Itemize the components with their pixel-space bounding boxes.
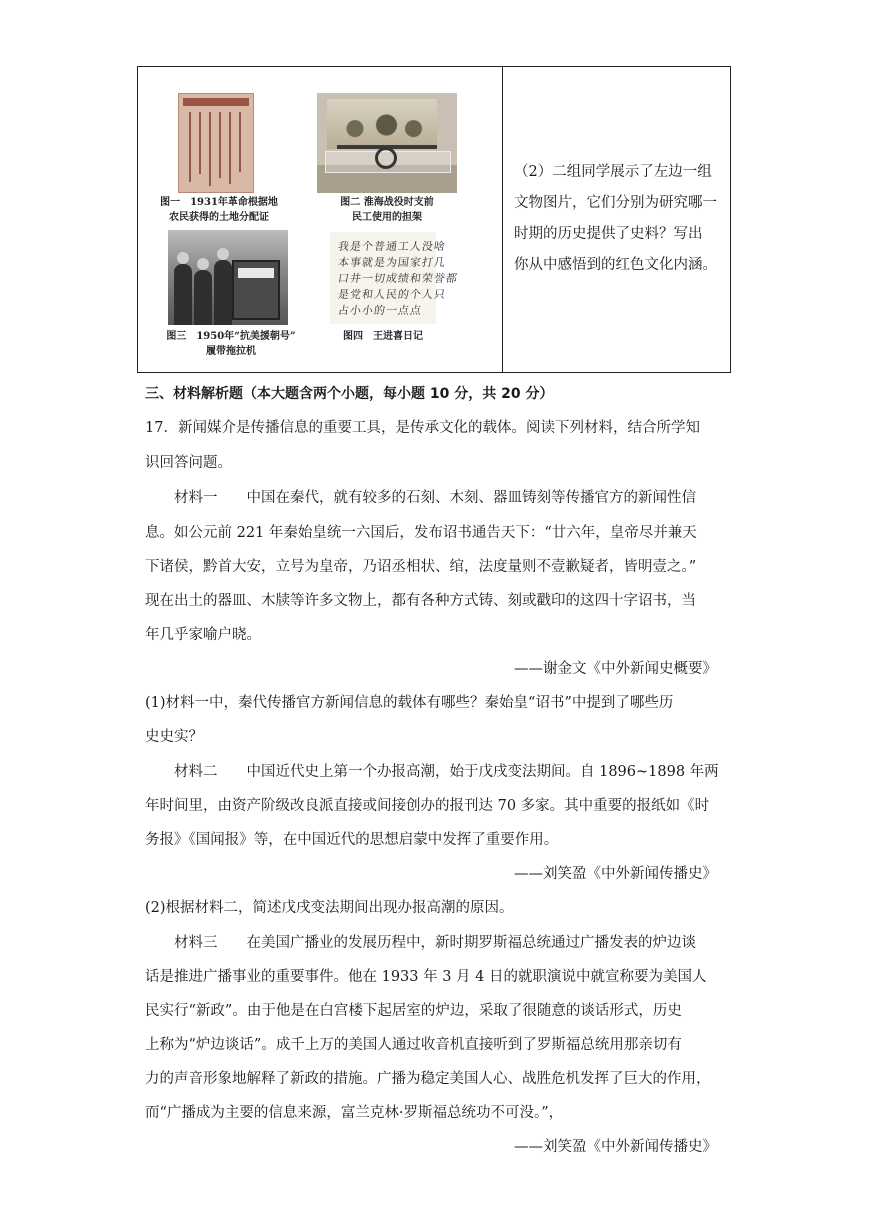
question-2-line: 你从中感悟到的红色文化内涵。: [514, 257, 717, 273]
question-2-line: （2）二组同学展示了左边一组: [514, 164, 712, 180]
land-certificate-image: [178, 93, 254, 193]
figure-3-caption-line: 图三 1950年“抗美援朝号”: [166, 331, 296, 342]
material3-line: 而“广播成为主要的信息来源，富兰克林·罗斯福总统功不可没。”，: [145, 1105, 564, 1121]
material3-line: 力的声音形象地解释了新政的措施。广播为稳定美国人心、战胜危机发挥了巨大的作用，: [145, 1071, 711, 1087]
material3-line: 话是推进广播事业的重要事件。他在 1933 年 3 月 4 日的就职演说中就宣称要为美国人: [145, 969, 707, 985]
figure-1-caption-line: 图一 1931年革命根据地: [160, 197, 278, 208]
subquestion-1-line: (1)材料一中，秦代传播官方新闻信息的载体有哪些？秦始皇“诏书”中提到了哪些历: [145, 695, 674, 711]
material2-line: 年时间里，由资产阶级改良派直接或间接创办的报刊达 70 多家。其中重要的报纸如《时: [145, 798, 710, 814]
handwriting-line: 是党和人民的个人只: [337, 288, 447, 301]
material3-line: 上称为“炉边谈话”。成千上万的美国人通过收音机直接听到了罗斯福总统用那亲切有: [145, 1037, 682, 1053]
material1-line: 现在出土的器皿、木牍等许多文物上，都有各种方式铸、刻或戳印的这四十字诏书，当: [145, 593, 696, 609]
handwriting-line: 我是个普通工人没啥: [337, 240, 447, 253]
subquestion-2-line: (2)根据材料二，简述戊戌变法期间出现办报高潮的原因。: [145, 900, 514, 916]
stretcher-museum-image: [317, 93, 457, 193]
handwriting-line: 口井一切成绩和荣誉都: [337, 272, 459, 285]
figure-3-caption: [156, 329, 306, 359]
source-citation-3: ——刘笑盈《中外新闻传播史》: [514, 1139, 717, 1155]
figure-4-caption: [328, 329, 438, 344]
material1-line: 息。如公元前 221 年秦始皇统一六国后，发布诏书通告天下：“廿六年，皇帝尽并兼天: [145, 525, 697, 541]
section-heading: 三、材料解析题（本大题含两个小题，每小题 10 分，共 20 分）: [145, 386, 554, 402]
figure-1-caption-line: 农民获得的土地分配证: [169, 212, 269, 223]
material1-line: 年几乎家喻户晓。: [145, 627, 261, 643]
material1-line: 材料一 中国在秦代，就有较多的石刻、木刻、器皿铸刻等传播官方的新闻性信: [174, 490, 696, 506]
figure-1-caption: [160, 195, 278, 225]
tractor-photo-image: [168, 230, 288, 325]
q17-line: 识回答问题。: [145, 455, 232, 471]
handwriting-line: 本事就是为国家打几: [337, 256, 447, 269]
artifact-table: [137, 66, 731, 373]
figure-2-caption-line: 图二 淮海战役时支前: [340, 197, 434, 208]
figure-2-caption: [322, 195, 452, 225]
source-citation-2: ——刘笑盈《中外新闻传播史》: [514, 866, 717, 882]
question-2-line: 时期的历史提供了史料？写出: [514, 226, 703, 242]
question-2-text: [514, 157, 724, 281]
subquestion-1-line: 史史实？: [145, 729, 203, 745]
table-divider: [502, 67, 503, 372]
material3-line: 材料三 在美国广播业的发展历程中，新时期罗斯福总统通过广播发表的炉边谈: [174, 935, 696, 951]
question-2-line: 文物图片，它们分别为研究哪一: [514, 195, 717, 211]
q17-line: 17．新闻媒介是传播信息的重要工具，是传承文化的载体。阅读下列材料，结合所学知: [145, 420, 700, 436]
material2-line: 材料二 中国近代史上第一个办报高潮，始于戊戌变法期间。自 1896~1898 年两: [174, 764, 719, 780]
diary-handwriting-image: [330, 232, 459, 324]
material1-line: 下诸侯，黔首大安，立号为皇帝，乃诏丞相状、绾，法度量则不壹歉疑者，皆明壹之。”: [145, 559, 697, 575]
figure-2-caption-line: 民工使用的担架: [352, 212, 422, 223]
figure-4-caption-line: 图四 王进喜日记: [343, 331, 423, 342]
figure-3-caption-line: 履带拖拉机: [206, 346, 256, 357]
source-citation-1: ——谢金文《中外新闻史概要》: [514, 661, 717, 677]
handwriting-line: 占小小的一点点: [337, 304, 423, 317]
material2-line: 务报》《国闻报》等，在中国近代的思想启蒙中发挥了重要作用。: [145, 832, 559, 848]
material3-line: 民实行“新政”。由于他是在白宫楼下起居室的炉边，采取了很随意的谈话形式，历史: [145, 1003, 682, 1019]
